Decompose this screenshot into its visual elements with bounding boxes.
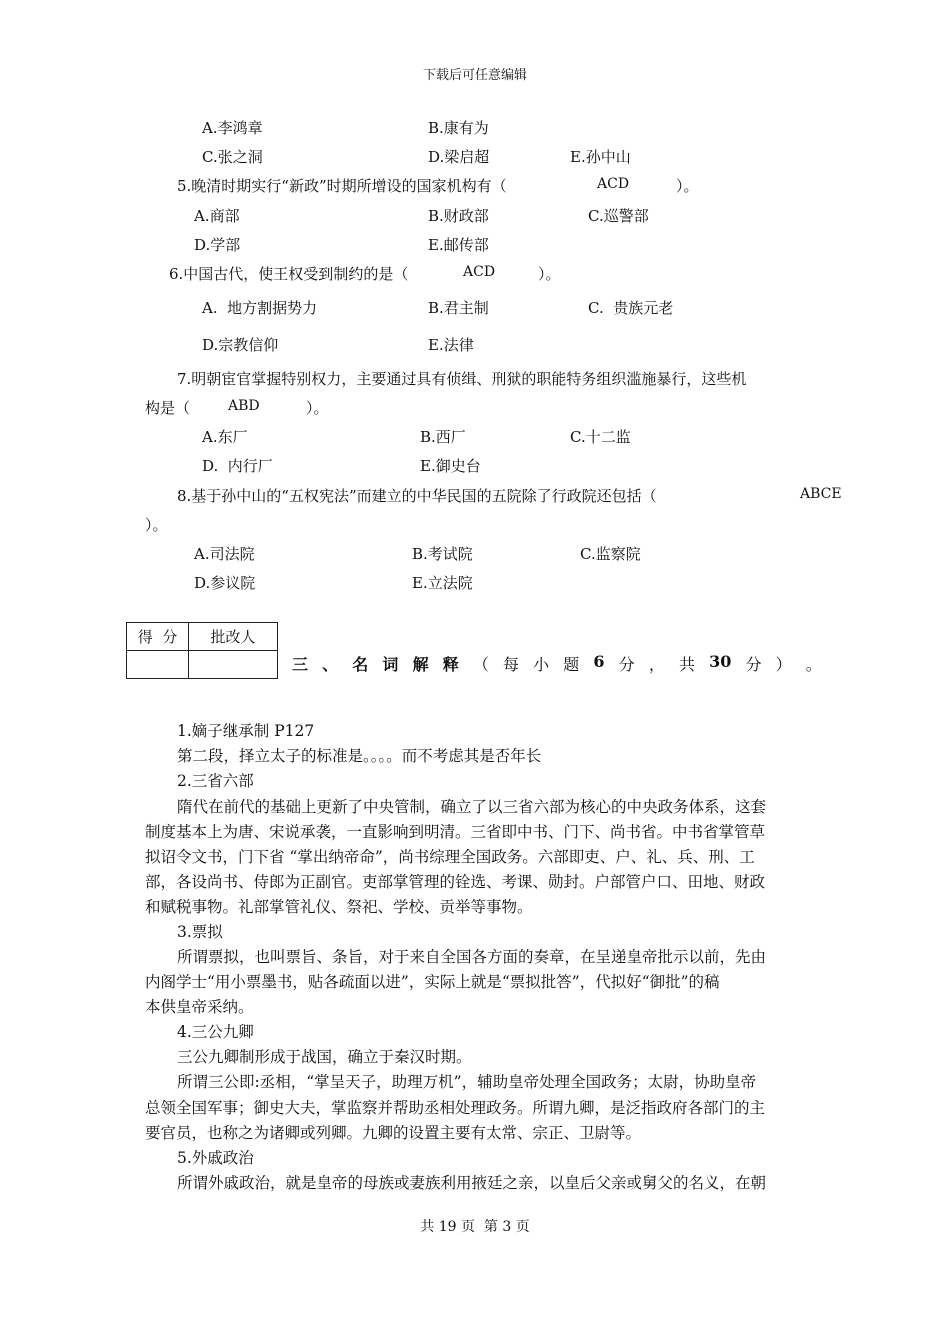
- q7-option-b: B.西厂: [420, 428, 466, 446]
- page-footer: 共 19 页 第 3 页: [420, 1219, 530, 1235]
- term-3-text: 所谓票拟，也叫票旨、条旨，对于来自全国各方面的奏章，在呈递皇帝批示以前，先由: [177, 948, 767, 966]
- section-title-char: 三: [292, 655, 309, 674]
- q6-option-d: D.宗教信仰: [202, 336, 279, 354]
- section-title-char: 名: [352, 655, 369, 674]
- q8-option-b: B.考试院: [412, 545, 473, 563]
- q5-option-d: D.学部: [194, 236, 241, 254]
- page-header: 下载后可任意编辑: [422, 68, 527, 83]
- q7-close: ）。: [306, 399, 329, 417]
- q5-close: ）。: [676, 177, 699, 195]
- q6-stem: 6.中国古代，使王权受到制约的是（: [169, 265, 409, 283]
- q7-answer: ABD: [228, 398, 260, 414]
- q7-option-c: C.十二监: [570, 428, 631, 446]
- q4-option-b: B.康有为: [428, 119, 489, 137]
- section-title-char: ，: [648, 655, 665, 674]
- q5-stem: 5.晚清时期实行“新政”时期所增设的国家机构有（: [177, 177, 507, 195]
- term-5-text: 所谓外戚政治，就是皇帝的母族或妻族利用掖廷之亲，以皇后父亲或舅父的名义，在朝: [177, 1174, 767, 1192]
- section-title-char: 6: [593, 652, 605, 671]
- q4-option-c: C.张之洞: [202, 148, 263, 166]
- term-2-title: 2.三省六部: [177, 772, 254, 790]
- section-3-title: [292, 652, 822, 675]
- term-4-text: 所谓三公即:丞相，“掌呈天子，助理万机”，辅助皇帝处理全国政务；太尉，协助皇帝: [177, 1073, 757, 1091]
- term-2-text: 和赋税事物。礼部掌管礼仪、祭祀、学校、贡举等事物。: [145, 898, 533, 916]
- q6-answer: ACD: [463, 264, 496, 280]
- section-title-char: 分: [745, 655, 762, 674]
- term-5-title: 5.外戚政治: [177, 1149, 254, 1167]
- q6-option-b: B.君主制: [428, 299, 489, 317]
- section-title-char: 释: [442, 655, 459, 674]
- term-1-title: 1.嫡子继承制 P127: [177, 722, 315, 740]
- q4-option-a: A.李鸿章: [202, 119, 263, 137]
- q8-option-a: A.司法院: [194, 545, 255, 563]
- q7-stem-line2: 构是（: [145, 399, 191, 417]
- q4-option-e: E.孙中山: [570, 148, 631, 166]
- q6-option-c: C. 贵族元老: [588, 299, 674, 317]
- q7-option-e: E.御史台: [420, 457, 481, 475]
- section-title-char: 。: [805, 655, 822, 674]
- section-title-char: 、: [322, 655, 339, 674]
- section-title-char: （: [472, 655, 489, 674]
- term-2-text: 部，各设尚书、侍郎为正副官。吏部掌管理的铨选、考课、勋封。户部管户口、田地、财政: [145, 873, 766, 891]
- term-1-text: 第二段，择立太子的标准是。。。。而不考虑其是否年长: [177, 747, 542, 765]
- q4-option-d: D.梁启超: [428, 148, 490, 166]
- q6-option-a: A. 地方割据势力: [202, 299, 318, 317]
- term-3-title: 3.票拟: [177, 923, 223, 941]
- q5-option-b: B.财政部: [428, 207, 489, 225]
- section-title-char: 小: [533, 655, 550, 674]
- term-4-title: 4.三公九卿: [177, 1023, 254, 1041]
- section-title-char: 题: [563, 655, 580, 674]
- q5-answer: ACD: [597, 176, 630, 192]
- term-2-text: 制度基本上为唐、宋说承袭，一直影响到明清。三省即中书、门下、尚书省。中书省掌管草: [145, 823, 766, 841]
- score-cell[interactable]: [127, 651, 189, 679]
- section-title-char: ）: [775, 655, 792, 674]
- term-2-text: 隋代在前代的基础上更新了中央管制，确立了以三省六部为核心的中央政务体系，这套: [177, 798, 767, 816]
- section-title-char: 分: [618, 655, 635, 674]
- q6-option-e: E.法律: [428, 336, 474, 354]
- section-title-char: 解: [412, 655, 429, 674]
- q6-close: ）。: [538, 265, 561, 283]
- section-title-char: 词: [382, 655, 399, 674]
- q7-option-d: D. 内行厂: [202, 457, 273, 475]
- term-4-text: 要官员，也称之为诸卿或列卿。九卿的设置主要有太常、宗正、卫尉等。: [145, 1124, 642, 1142]
- term-4-text: 总领全国军事；御史大夫，掌监察并帮助丞相处理政务。所谓九卿，是泛指政府各部门的主: [145, 1099, 766, 1117]
- q5-option-a: A.商部: [194, 207, 240, 225]
- q8-stem-line1: 8.基于孙中山的“五权宪法”而建立的中华民国的五院除了行政院还包括（: [177, 487, 657, 505]
- term-2-text: 拟诏令文书，门下省 “掌出纳帝命”，尚书综理全国政务。六部即吏、户、礼、兵、刑、工: [145, 848, 755, 866]
- q5-option-e: E.邮传部: [428, 236, 489, 254]
- term-3-text: 本供皇帝采纳。: [145, 998, 254, 1016]
- score-table: [126, 622, 278, 679]
- q8-option-d: D.参议院: [194, 574, 256, 592]
- term-4-text: 三公九卿制形成于战国，确立于秦汉时期。: [177, 1048, 472, 1066]
- q8-answer: ABCE: [800, 486, 842, 502]
- term-3-text: 内阁学士“用小票墨书，贴各疏面以进”，实际上就是“票拟批答”，代拟好“御批”的稿: [145, 973, 720, 991]
- section-title-char: 共: [678, 655, 695, 674]
- section-title-char: 30: [709, 652, 732, 671]
- q8-option-e: E.立法院: [412, 574, 473, 592]
- grader-cell[interactable]: [189, 651, 278, 679]
- score-label: 得 分: [127, 623, 189, 651]
- q7-stem-line1: 7.明朝宦官掌握特别权力，主要通过具有侦缉、刑狱的职能特务组织滥施暴行，这些机: [177, 370, 747, 388]
- q8-option-c: C.监察院: [580, 545, 641, 563]
- grader-label: 批改人: [189, 623, 278, 651]
- q8-stem-line2: ）。: [145, 516, 168, 534]
- q7-option-a: A.东厂: [202, 428, 248, 446]
- q5-option-c: C.巡警部: [588, 207, 649, 225]
- section-title-char: 每: [502, 655, 519, 674]
